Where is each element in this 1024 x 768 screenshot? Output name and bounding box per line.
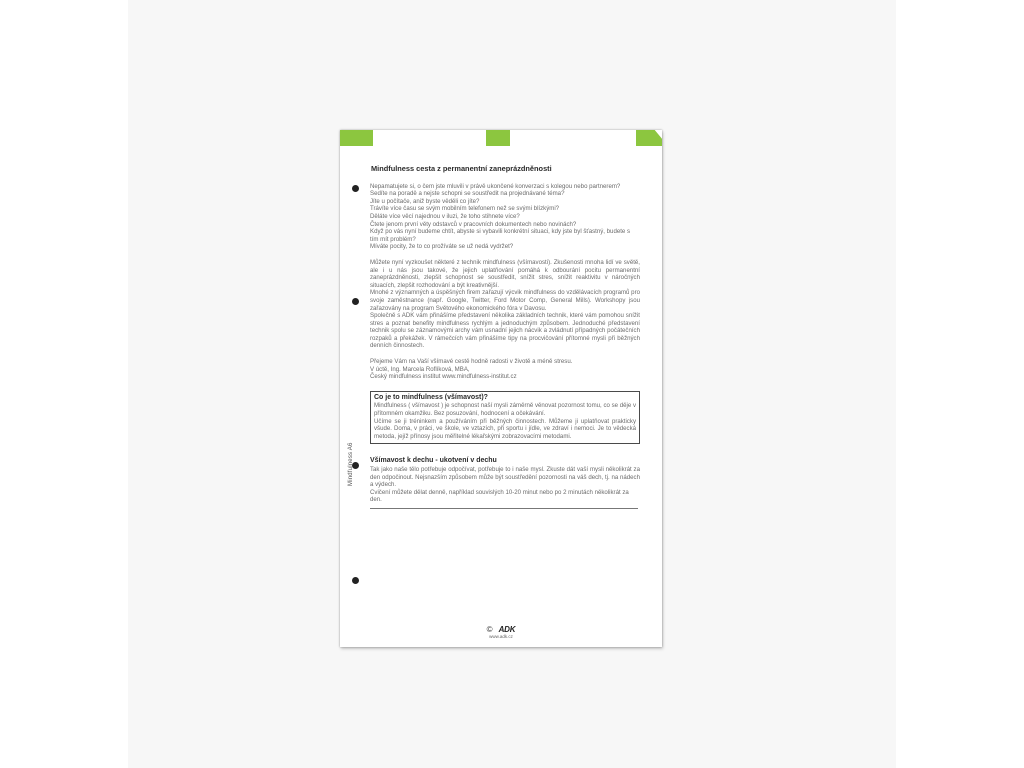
background-left bbox=[0, 0, 128, 768]
question-item: Děláte více věcí najednou v iluzi, že toho stihnete více? bbox=[370, 212, 520, 220]
punch-hole-4 bbox=[352, 577, 359, 584]
paragraph: Mnohé z významných a úspěšných firem zařazují výcvik mindfulness do vzdělávacích programů pro svoje zaměstnance (např. Google, Twitter, Ford Motor Comp, General Mills). Workshopy jsou zařazovány na program Světového ekonomického fóra v Davosu. bbox=[370, 289, 640, 312]
info-box-text: Mindfulness ( všímavost ) je schopnost naší mysli záměrně věnovat pozornost tomu, co se děje v přítomném okamžiku. Bez posuzování, hodnocení a očekávání. bbox=[374, 402, 636, 418]
question-item: Trávíte více času se svým mobilním telefonem než se svými blízkými? bbox=[370, 205, 560, 213]
punch-hole-1 bbox=[352, 185, 359, 192]
adk-logo: ADK bbox=[498, 625, 516, 634]
green-tab-left bbox=[340, 130, 373, 146]
question-item: Míváte pocity, že to co prožíváte se už nedá vydržet? bbox=[370, 243, 514, 251]
question-item: Sedíte na poradě a nejste schopni se soustředit na projednávané téma? bbox=[370, 190, 565, 198]
green-tab-middle bbox=[486, 130, 510, 146]
copyright-symbol: © bbox=[486, 625, 493, 634]
divider bbox=[370, 508, 638, 509]
closing-line: V úctě, Ing. Marcela Roflíková, MBA, bbox=[370, 365, 470, 373]
paragraph: Můžete nyní vyzkoušet některé z technik mindfulness (všímavosti). Zkušenosti mnoha lidí ve světě, ale i u nás jsou takové, že jejich uplatňování pomáhá k odbourání pocitu permanentní zaneprázdněnosti, zlepšit schopnost se soustředit, snížit stres, snížit reaktivitu v náročných situacích, zlepšit rozhodování a být kreativnější. bbox=[370, 258, 640, 289]
paragraph: Společně s ADK vám přinášíme představení několika základních technik, které vám pomohou snížit stres a poznat benefity mindfulness rychlým a jednoduchým způsobem. Jednoduché představení technik spolu se záznamovými archy vám usnadní jejich nácvik a zvládnutí případných počátečních rozpaků a překážek. V rámečcích vám přinášíme tipy na procvičování přítomné mysli při běžných denních činnostech. bbox=[370, 312, 640, 350]
question-item: Když po vás nyní budeme chtít, abyste si vybavili konkrétní situaci, kdy jste byl šťastný, budete s tím mít problém? bbox=[370, 228, 631, 243]
section-title: Všímavost k dechu - ukotvení v dechu bbox=[370, 457, 497, 465]
intro-paragraphs bbox=[370, 259, 640, 350]
page-title: Mindfulness cesta z permanentní zaneprázdněnosti bbox=[371, 164, 552, 173]
section-text: Cvičení můžete dělat denně, například souvislých 10-20 minut nebo po 2 minutách několikrát za den. bbox=[370, 488, 629, 504]
website-text: www.adk.cz bbox=[489, 634, 513, 639]
footer bbox=[340, 625, 662, 639]
side-label: Mindfulness A6 bbox=[348, 442, 354, 486]
background-right bbox=[896, 0, 1024, 768]
question-item: Jíte u počítače, aniž byste věděli co jíte? bbox=[370, 197, 480, 205]
closing-line: Český mindfulness institut www.mindfulness-institut.cz bbox=[370, 373, 517, 381]
info-box-text: Učíme se ji tréninkem a používáním při běžných činnostech. Můžeme ji uplatňovat prakticky všude. Doma, v práci, ve škole, ve vztazích, při sportu i jídle, ve zdraví i nemoci. Je to vědecká metoda, jejíž přínosy jsou měřitelné lékařskými zobrazovacími metodami. bbox=[374, 417, 636, 440]
footer-logo bbox=[340, 625, 662, 634]
document-sheet bbox=[340, 130, 662, 647]
info-box-title: Co je to mindfulness (všímavost)? bbox=[374, 393, 488, 401]
question-item: Nepamatujete si, o čem jste mluvili v právě ukončené konverzaci s kolegou nebo partnerem? bbox=[370, 182, 621, 190]
question-item: Čtete jenom první věty odstavců v pracovních dokumentech nebo novinách? bbox=[370, 220, 577, 228]
punch-hole-2 bbox=[352, 298, 359, 305]
question-list bbox=[370, 183, 640, 251]
section-text: Tak jako naše tělo potřebuje odpočívat, potřebuje to i naše mysl. Zkuste dát vaší mysli několikrát za den odpočinout. Nejsnazším způsobem může být soustředění pozornosti na váš dech, tj. na nádech a výdech. bbox=[370, 466, 640, 489]
info-box bbox=[370, 391, 640, 445]
page-content bbox=[370, 165, 640, 509]
green-tab-right bbox=[636, 130, 662, 146]
closing-block bbox=[370, 358, 640, 381]
closing-line: Přejeme Vám na Vaší všímavé cestě hodně radosti v životě a méně stresu. bbox=[370, 358, 573, 366]
